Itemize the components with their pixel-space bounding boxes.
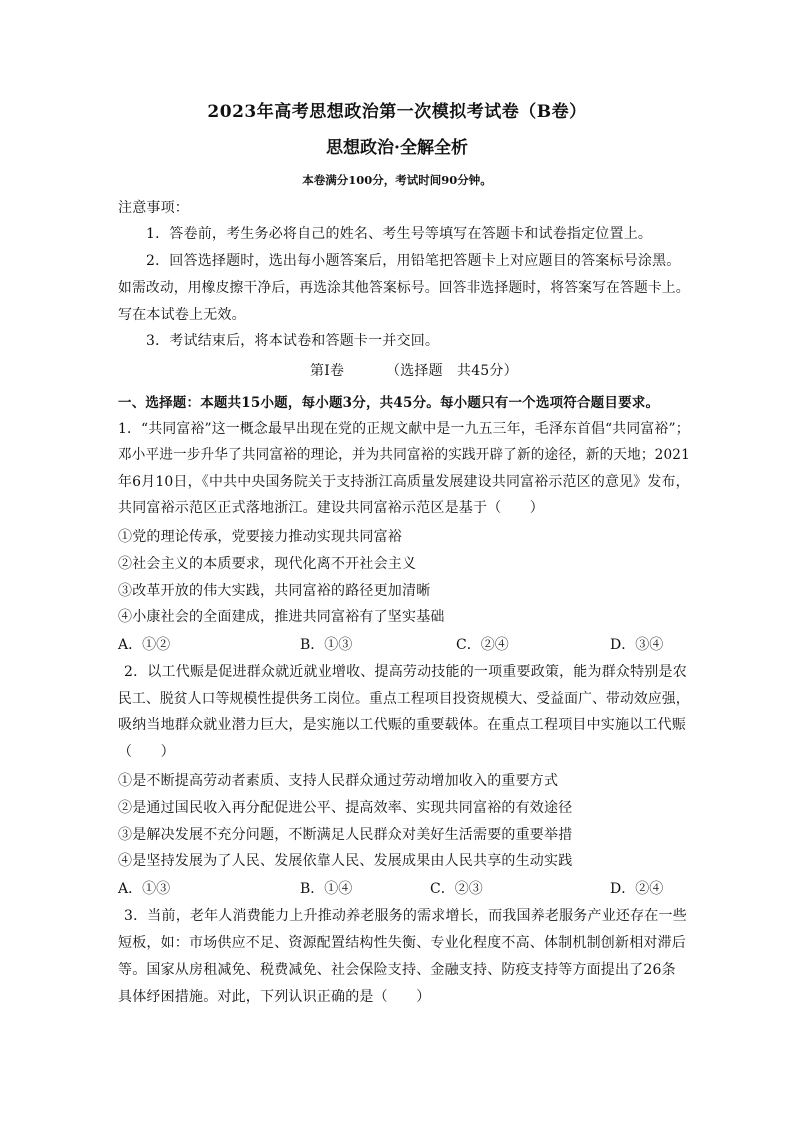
note-item: 如需改动，用橡皮擦干净后，再选涂其他答案标号。回答非选择题时，将答案写在答题卡上。 xyxy=(118,280,690,296)
question-stem-line: （ ） xyxy=(118,744,175,760)
question-statement: ①党的理论传承，党要接力推动实现共同富裕 xyxy=(118,529,402,545)
question-statement: ③是解决发展不充分问题，不断满足人民群众对美好生活需要的重要举措 xyxy=(118,827,573,843)
question-stem-line: 3．当前，老年人消费能力上升推动养老服务的需求增长，而我国养老服务产业还存在一些 xyxy=(124,908,687,924)
question-stem-line: 民工、脱贫人口等规模性提供务工岗位。重点工程项目投资规模大、受益面广、带动效应强， xyxy=(118,691,690,707)
question-statement: ①是不断提高劳动者素质、支持人民群众通过劳动增加收入的重要方式 xyxy=(118,773,559,789)
option-c[interactable]: C．②③ xyxy=(430,881,483,897)
option-a[interactable]: A．①③ xyxy=(118,881,171,897)
option-d[interactable]: D．③④ xyxy=(610,637,664,653)
question-stem-line: 1．“共同富裕”这一概念最早出现在党的正规文献中是一九五三年，毛泽东首倡“共同富裕”； xyxy=(118,421,690,437)
option-b[interactable]: B．①③ xyxy=(300,637,353,653)
note-item: 1．答卷前，考生务必将自己的姓名、考生号等填写在答题卡和试卷指定位置上。 xyxy=(146,226,653,242)
note-item: 2．回答选择题时，选出每小题答案后，用铅笔把答题卡上对应题目的答案标号涂黑。 xyxy=(146,253,681,269)
question-stem-line: 邓小平进一步升华了共同富裕的理论，并为共同富裕的实践开辟了新的途径，新的天地；2021 xyxy=(118,447,690,463)
option-b[interactable]: B．①④ xyxy=(300,881,353,897)
question-stem-line: 2．以工代赈是促进群众就近就业增收、提高劳动技能的一项重要政策，能为群众特别是农 xyxy=(124,664,687,680)
option-a[interactable]: A．①② xyxy=(118,637,171,653)
exam-title: 2023年高考思想政治第一次模拟考试卷（B卷） xyxy=(207,102,587,122)
note-item: 3．考试结束后，将本试卷和答题卡一并交回。 xyxy=(146,333,440,349)
question-statement: ④是坚持发展为了人民、发展依靠人民、发展成果由人民共享的生动实践 xyxy=(118,853,573,869)
notes-heading: 注意事项： xyxy=(118,200,189,216)
question-statement: ②社会主义的本质要求，现代化离不开社会主义 xyxy=(118,556,417,572)
section-detail: （选择题 共45分） xyxy=(386,363,518,379)
exam-meta: 本卷满分100分，考试时间90分钟。 xyxy=(302,173,492,187)
option-c[interactable]: C．②④ xyxy=(456,637,509,653)
question-stem-line: 短板，如：市场供应不足、资源配置结构性失衡、专业化程度不高、体制机制创新相对滞后 xyxy=(118,935,686,951)
question-stem-line: 吸纳当地群众就业潜力巨大，是实施以工代赈的重要载体。在重点工程项目中实施以工代赈 xyxy=(118,717,686,733)
exam-subtitle: 思想政治·全解全析 xyxy=(326,138,468,158)
section-label: 第Ⅰ卷 xyxy=(310,363,345,379)
section-instruction: 一、选择题：本题共15小题，每小题3分，共45分。每小题只有一个选项符合题目要求。 xyxy=(118,395,660,411)
question-statement: ④小康社会的全面建成，推进共同富裕有了坚实基础 xyxy=(118,609,445,625)
question-stem-line: 具体纾困措施。对此，下列认识正确的是（ ） xyxy=(118,989,431,1005)
question-statement: ②是通过国民收入再分配促进公平、提高效率、实现共同富裕的有效途径 xyxy=(118,800,573,816)
question-stem-line: 等。国家从房租减免、税费减免、社会保险支持、金融支持、防疫支持等方面提出了26条 xyxy=(118,962,676,978)
question-stem-line: 年6月10日，《中共中央国务院关于支持浙江高质量发展建设共同富裕示范区的意见》发布， xyxy=(118,474,690,490)
note-item: 写在本试卷上无效。 xyxy=(118,307,246,323)
question-statement: ③改革开放的伟大实践，共同富裕的路径更加清晰 xyxy=(118,583,431,599)
question-stem-line: 共同富裕示范区正式落地浙江。建设共同富裕示范区是基于（ ） xyxy=(118,500,544,516)
option-d[interactable]: D．②④ xyxy=(610,881,664,897)
